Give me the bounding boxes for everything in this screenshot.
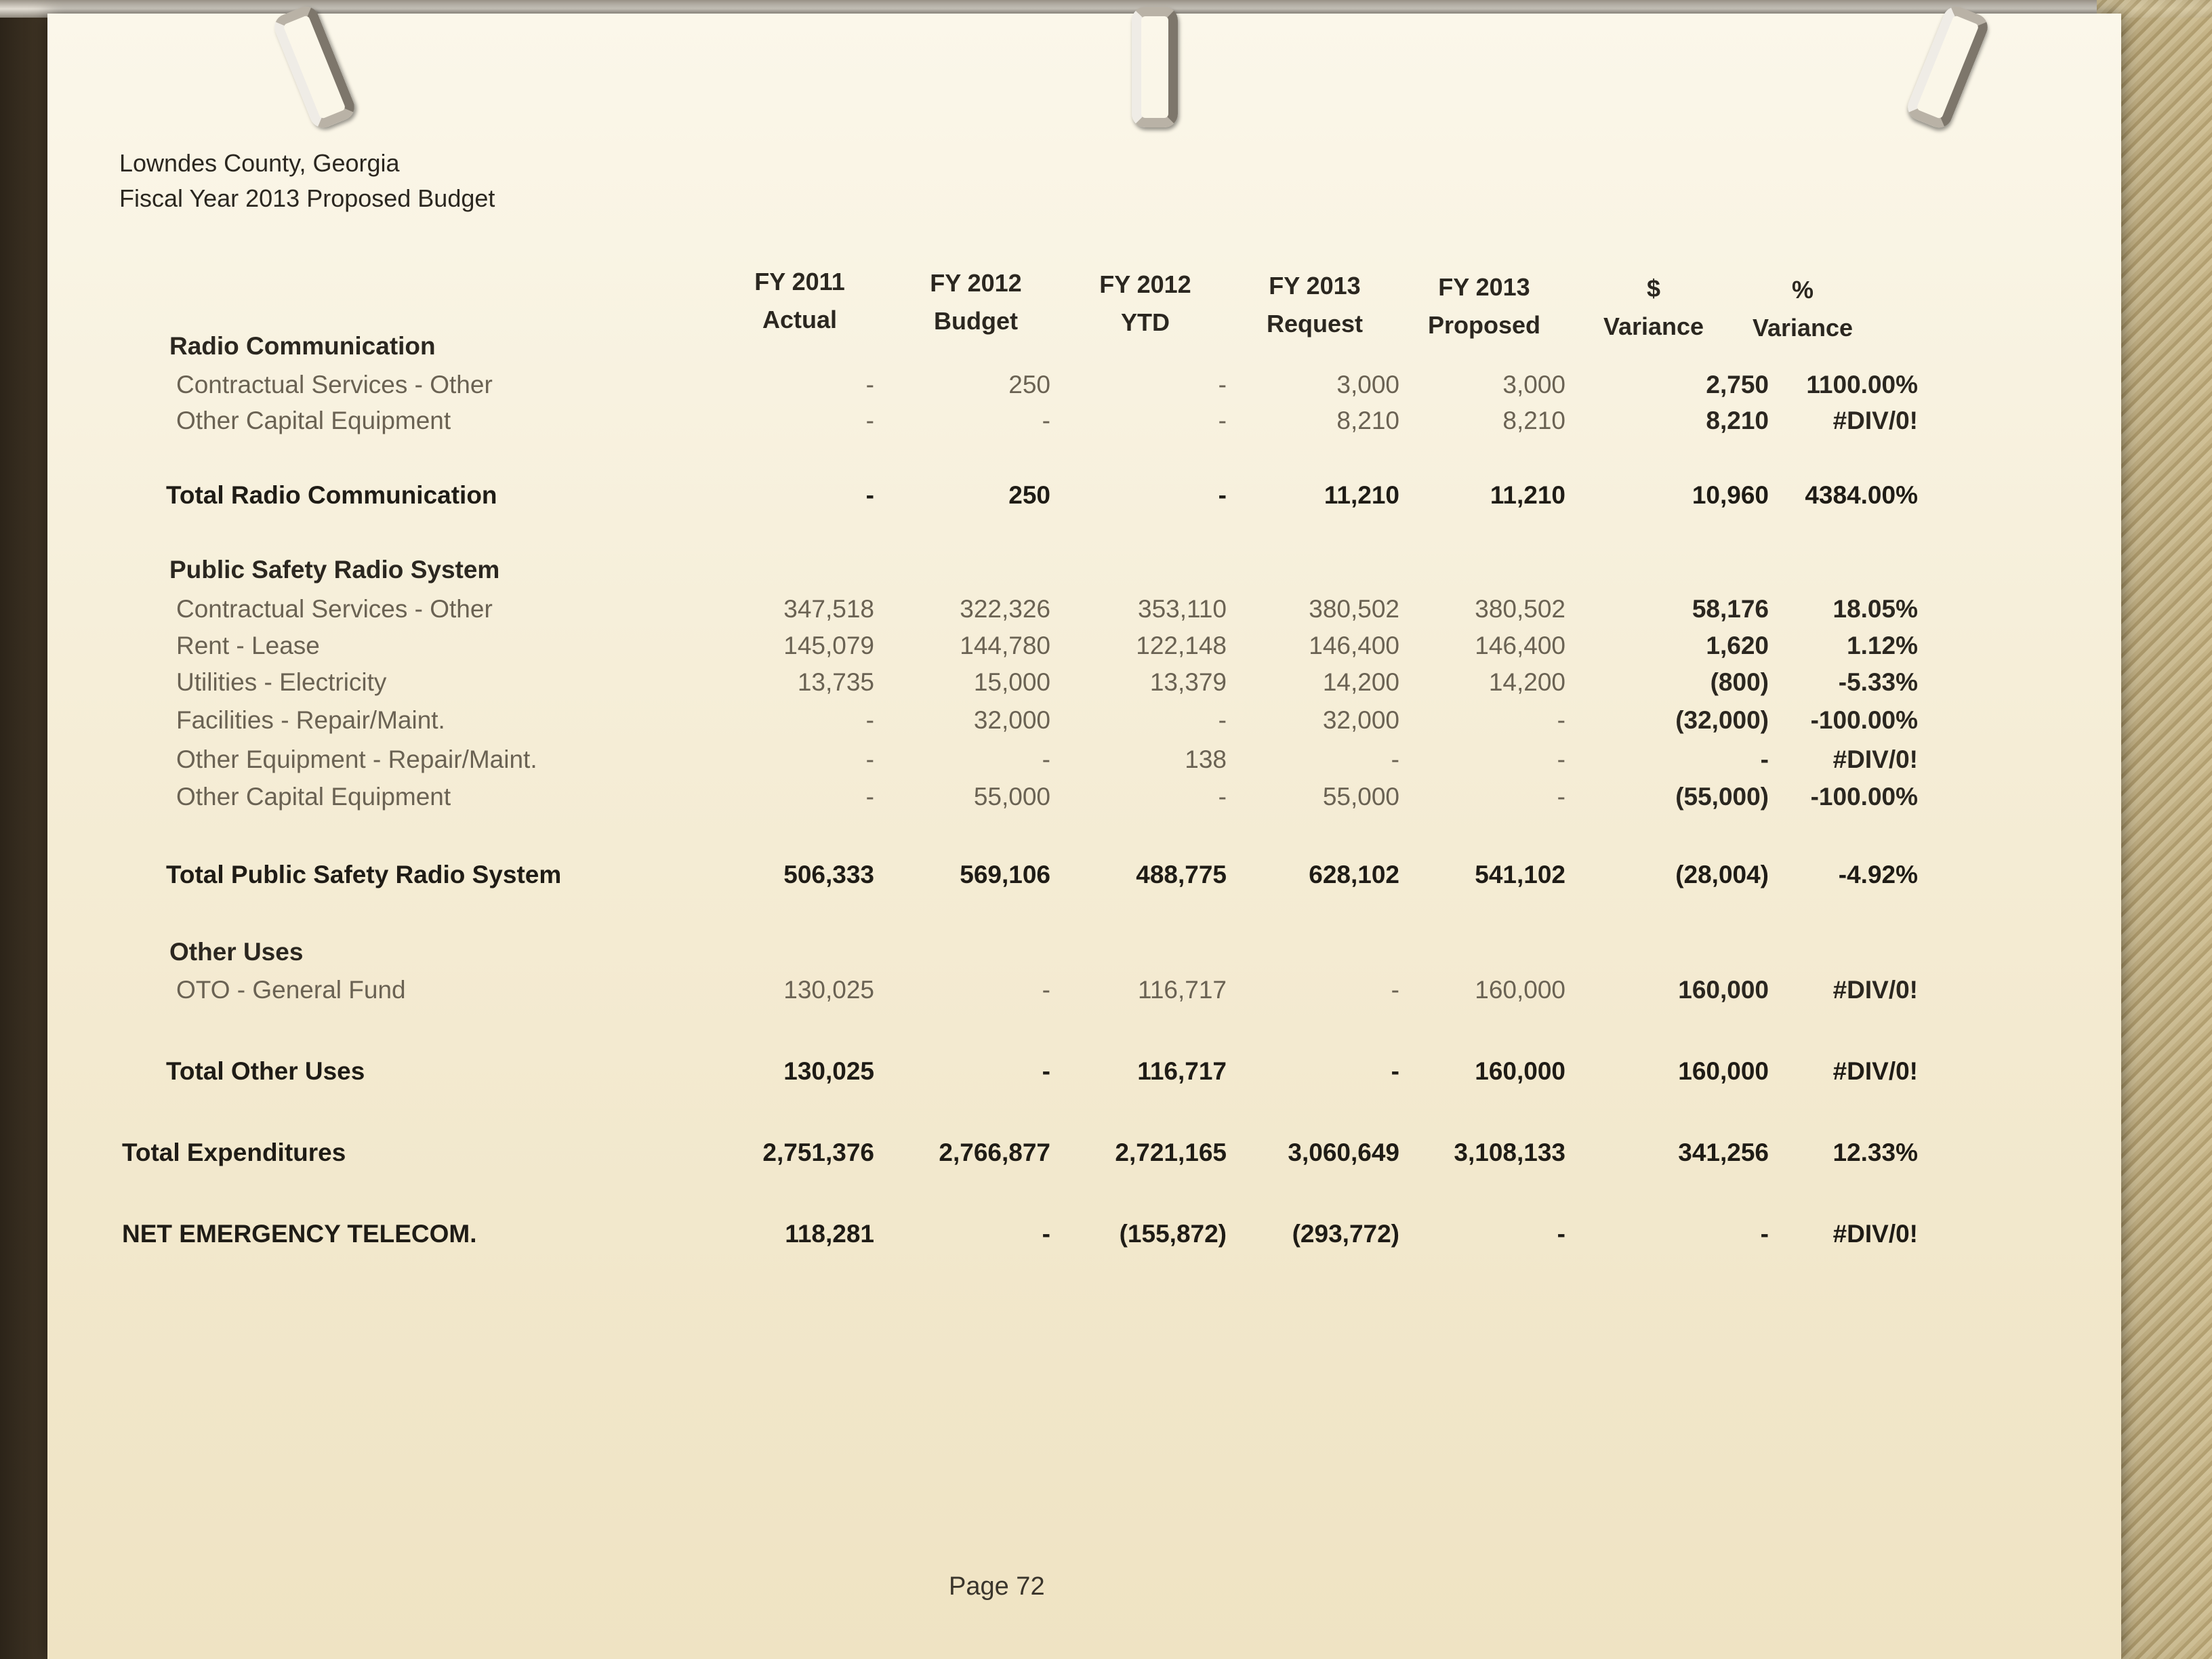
cell-value: 13,735: [797, 668, 874, 696]
column-header-top: FY 2013: [1269, 272, 1361, 300]
cell-value: 130,025: [783, 1057, 874, 1085]
cell-value: -: [1391, 1057, 1399, 1085]
cell-value: -: [1557, 706, 1565, 734]
section-heading-row: [47, 332, 2121, 370]
cell-value: 628,102: [1309, 861, 1399, 888]
page-number: Page 72: [949, 1572, 1045, 1601]
cell-value: 8,210: [1706, 407, 1769, 434]
cell-value: 13,379: [1149, 668, 1227, 696]
cell-value: -: [1042, 976, 1050, 1004]
cell-value: #DIV/0!: [1832, 1220, 1918, 1248]
row-label: Other Capital Equipment: [176, 407, 451, 434]
cell-value: 10,960: [1692, 481, 1769, 509]
line-item-row: [47, 783, 2121, 821]
cell-value: 11,210: [1324, 481, 1399, 509]
total-row: [47, 1139, 2121, 1176]
row-label: Contractual Services - Other: [176, 595, 493, 623]
cell-value: 341,256: [1678, 1139, 1769, 1166]
column-header-bottom: YTD: [1121, 308, 1170, 336]
cell-value: (32,000): [1675, 706, 1769, 734]
cell-value: -: [1760, 745, 1769, 773]
cell-value: 2,751,376: [762, 1139, 874, 1166]
column-header-top: FY 2012: [930, 269, 1022, 297]
line-item-row: [47, 745, 2121, 783]
cell-value: 55,000: [1322, 783, 1399, 811]
line-item-row: [47, 371, 2121, 409]
cell-value: -: [1557, 745, 1565, 773]
cell-value: -4.92%: [1838, 861, 1918, 888]
row-label: Public Safety Radio System: [169, 556, 500, 583]
cell-value: 3,000: [1502, 371, 1565, 398]
cell-value: #DIV/0!: [1832, 745, 1918, 773]
row-label: Total Other Uses: [166, 1057, 365, 1085]
column-header-top: FY 2011: [754, 268, 845, 295]
row-label: Total Expenditures: [122, 1139, 346, 1166]
cell-value: 15,000: [973, 668, 1050, 696]
cell-value: 11,210: [1490, 481, 1565, 509]
cell-value: #DIV/0!: [1832, 1057, 1918, 1085]
column-header-bottom: Budget: [934, 307, 1018, 335]
cell-value: 146,400: [1309, 632, 1399, 659]
cell-value: 8,210: [1502, 407, 1565, 434]
cell-value: -: [1760, 1220, 1769, 1248]
cell-value: 145,079: [783, 632, 874, 659]
row-label: Other Uses: [169, 938, 304, 966]
cell-value: -: [1042, 1220, 1050, 1248]
cell-value: (800): [1710, 668, 1769, 696]
cell-value: 116,717: [1137, 1057, 1227, 1085]
cell-value: (293,772): [1292, 1220, 1399, 1248]
cell-value: -: [865, 481, 874, 509]
cell-value: 3,060,649: [1288, 1139, 1399, 1166]
cell-value: 1.12%: [1847, 632, 1918, 659]
cell-value: -: [1042, 407, 1050, 434]
cell-value: 118,281: [785, 1220, 874, 1248]
cell-value: 116,717: [1138, 976, 1227, 1004]
cell-value: 506,333: [783, 861, 874, 888]
column-header-bottom: Actual: [762, 306, 838, 333]
column-header: [718, 263, 881, 339]
total-row: [47, 1220, 2121, 1258]
cell-value: 8,210: [1336, 407, 1399, 434]
cell-value: 14,200: [1488, 668, 1565, 696]
cell-value: -: [865, 371, 874, 398]
cell-value: 2,721,165: [1115, 1139, 1227, 1166]
cell-value: 130,025: [783, 976, 874, 1004]
cell-value: 380,502: [1475, 595, 1565, 623]
cell-value: (155,872): [1119, 1220, 1227, 1248]
cell-value: -: [1557, 783, 1565, 811]
row-label: OTO - General Fund: [176, 976, 406, 1004]
cell-value: -: [1557, 1220, 1565, 1248]
cell-value: 138: [1185, 745, 1227, 773]
cell-value: #DIV/0!: [1832, 407, 1918, 434]
line-item-row: [47, 706, 2121, 744]
cell-value: 380,502: [1309, 595, 1399, 623]
column-header-top: FY 2013: [1438, 273, 1530, 301]
cell-value: 12.33%: [1832, 1139, 1918, 1166]
row-label: Rent - Lease: [176, 632, 320, 659]
cell-value: 1,620: [1706, 632, 1769, 659]
row-label: Radio Communication: [169, 332, 436, 360]
cell-value: -: [1391, 745, 1399, 773]
cell-value: 347,518: [783, 595, 874, 623]
row-label: NET EMERGENCY TELECOM.: [122, 1220, 477, 1248]
row-label: Contractual Services - Other: [176, 371, 493, 398]
cell-value: -: [1218, 783, 1227, 811]
line-item-row: [47, 668, 2121, 706]
cell-value: 144,780: [960, 632, 1050, 659]
row-label: Total Radio Communication: [166, 481, 497, 509]
cell-value: #DIV/0!: [1832, 976, 1918, 1004]
column-header-bottom: Proposed: [1427, 311, 1541, 339]
section-heading-row: [47, 938, 2121, 976]
cell-value: -100.00%: [1810, 783, 1918, 811]
cell-value: 160,000: [1678, 976, 1769, 1004]
row-label: Total Public Safety Radio System: [166, 861, 562, 888]
cell-value: 353,110: [1138, 595, 1227, 623]
column-header-top: %: [1791, 276, 1814, 304]
cell-value: 18.05%: [1832, 595, 1918, 623]
cell-value: -: [1218, 407, 1227, 434]
section-heading-row: [47, 556, 2121, 594]
cell-value: 146,400: [1475, 632, 1565, 659]
cell-value: -: [865, 745, 874, 773]
cell-value: 3,108,133: [1454, 1139, 1565, 1166]
line-item-row: [47, 632, 2121, 670]
row-label: Utilities - Electricity: [176, 668, 387, 696]
cell-value: 250: [1008, 481, 1050, 509]
column-header-top: $: [1646, 274, 1661, 302]
cell-value: -: [1218, 481, 1227, 509]
row-label: Other Equipment - Repair/Maint.: [176, 745, 537, 773]
line-item-row: [47, 595, 2121, 633]
total-row: [47, 1057, 2121, 1095]
cell-value: 160,000: [1475, 1057, 1565, 1085]
line-item-row: [47, 976, 2121, 1014]
cell-value: (55,000): [1675, 783, 1769, 811]
cell-value: 160,000: [1475, 976, 1565, 1004]
cell-value: -: [865, 407, 874, 434]
column-header: [895, 264, 1057, 340]
cell-value: 1100.00%: [1806, 371, 1918, 398]
cell-value: 32,000: [1322, 706, 1399, 734]
cell-value: 2,750: [1706, 371, 1769, 398]
budget-title: Fiscal Year 2013 Proposed Budget: [119, 184, 495, 212]
cell-value: -5.33%: [1838, 668, 1918, 696]
cell-value: 160,000: [1678, 1057, 1769, 1085]
cell-value: 488,775: [1136, 861, 1227, 888]
cell-value: -: [865, 706, 874, 734]
total-row: [47, 861, 2121, 899]
cell-value: 541,102: [1475, 861, 1565, 888]
cell-value: 4384.00%: [1805, 481, 1918, 509]
column-header-top: FY 2012: [1099, 270, 1191, 298]
cell-value: 322,326: [960, 595, 1050, 623]
cell-value: 58,176: [1692, 595, 1769, 623]
cell-value: 14,200: [1322, 668, 1399, 696]
cell-value: -: [1218, 371, 1227, 398]
cell-value: 32,000: [973, 706, 1050, 734]
column-header-bottom: Request: [1266, 310, 1364, 337]
cell-value: 122,148: [1136, 632, 1227, 659]
cell-value: -100.00%: [1810, 706, 1918, 734]
row-label: Other Capital Equipment: [176, 783, 451, 811]
cell-value: -: [865, 783, 874, 811]
cell-value: -: [1042, 1057, 1050, 1085]
county-name: Lowndes County, Georgia: [119, 149, 400, 177]
row-label: Facilities - Repair/Maint.: [176, 706, 445, 734]
total-row: [47, 481, 2121, 519]
cell-value: 55,000: [973, 783, 1050, 811]
cell-value: -: [1218, 706, 1227, 734]
cell-value: 250: [1008, 371, 1050, 398]
column-header: [1064, 266, 1227, 342]
column-header-bottom: Variance: [1603, 312, 1704, 340]
cell-value: (28,004): [1675, 861, 1769, 888]
line-item-row: [47, 407, 2121, 445]
budget-page: [47, 14, 2121, 1659]
budget-document: [47, 14, 2121, 1659]
cell-value: 569,106: [960, 861, 1050, 888]
column-header-bottom: Variance: [1752, 314, 1853, 342]
cell-value: 2,766,877: [939, 1139, 1050, 1166]
cell-value: -: [1391, 976, 1399, 1004]
cell-value: 3,000: [1336, 371, 1399, 398]
cell-value: -: [1042, 745, 1050, 773]
